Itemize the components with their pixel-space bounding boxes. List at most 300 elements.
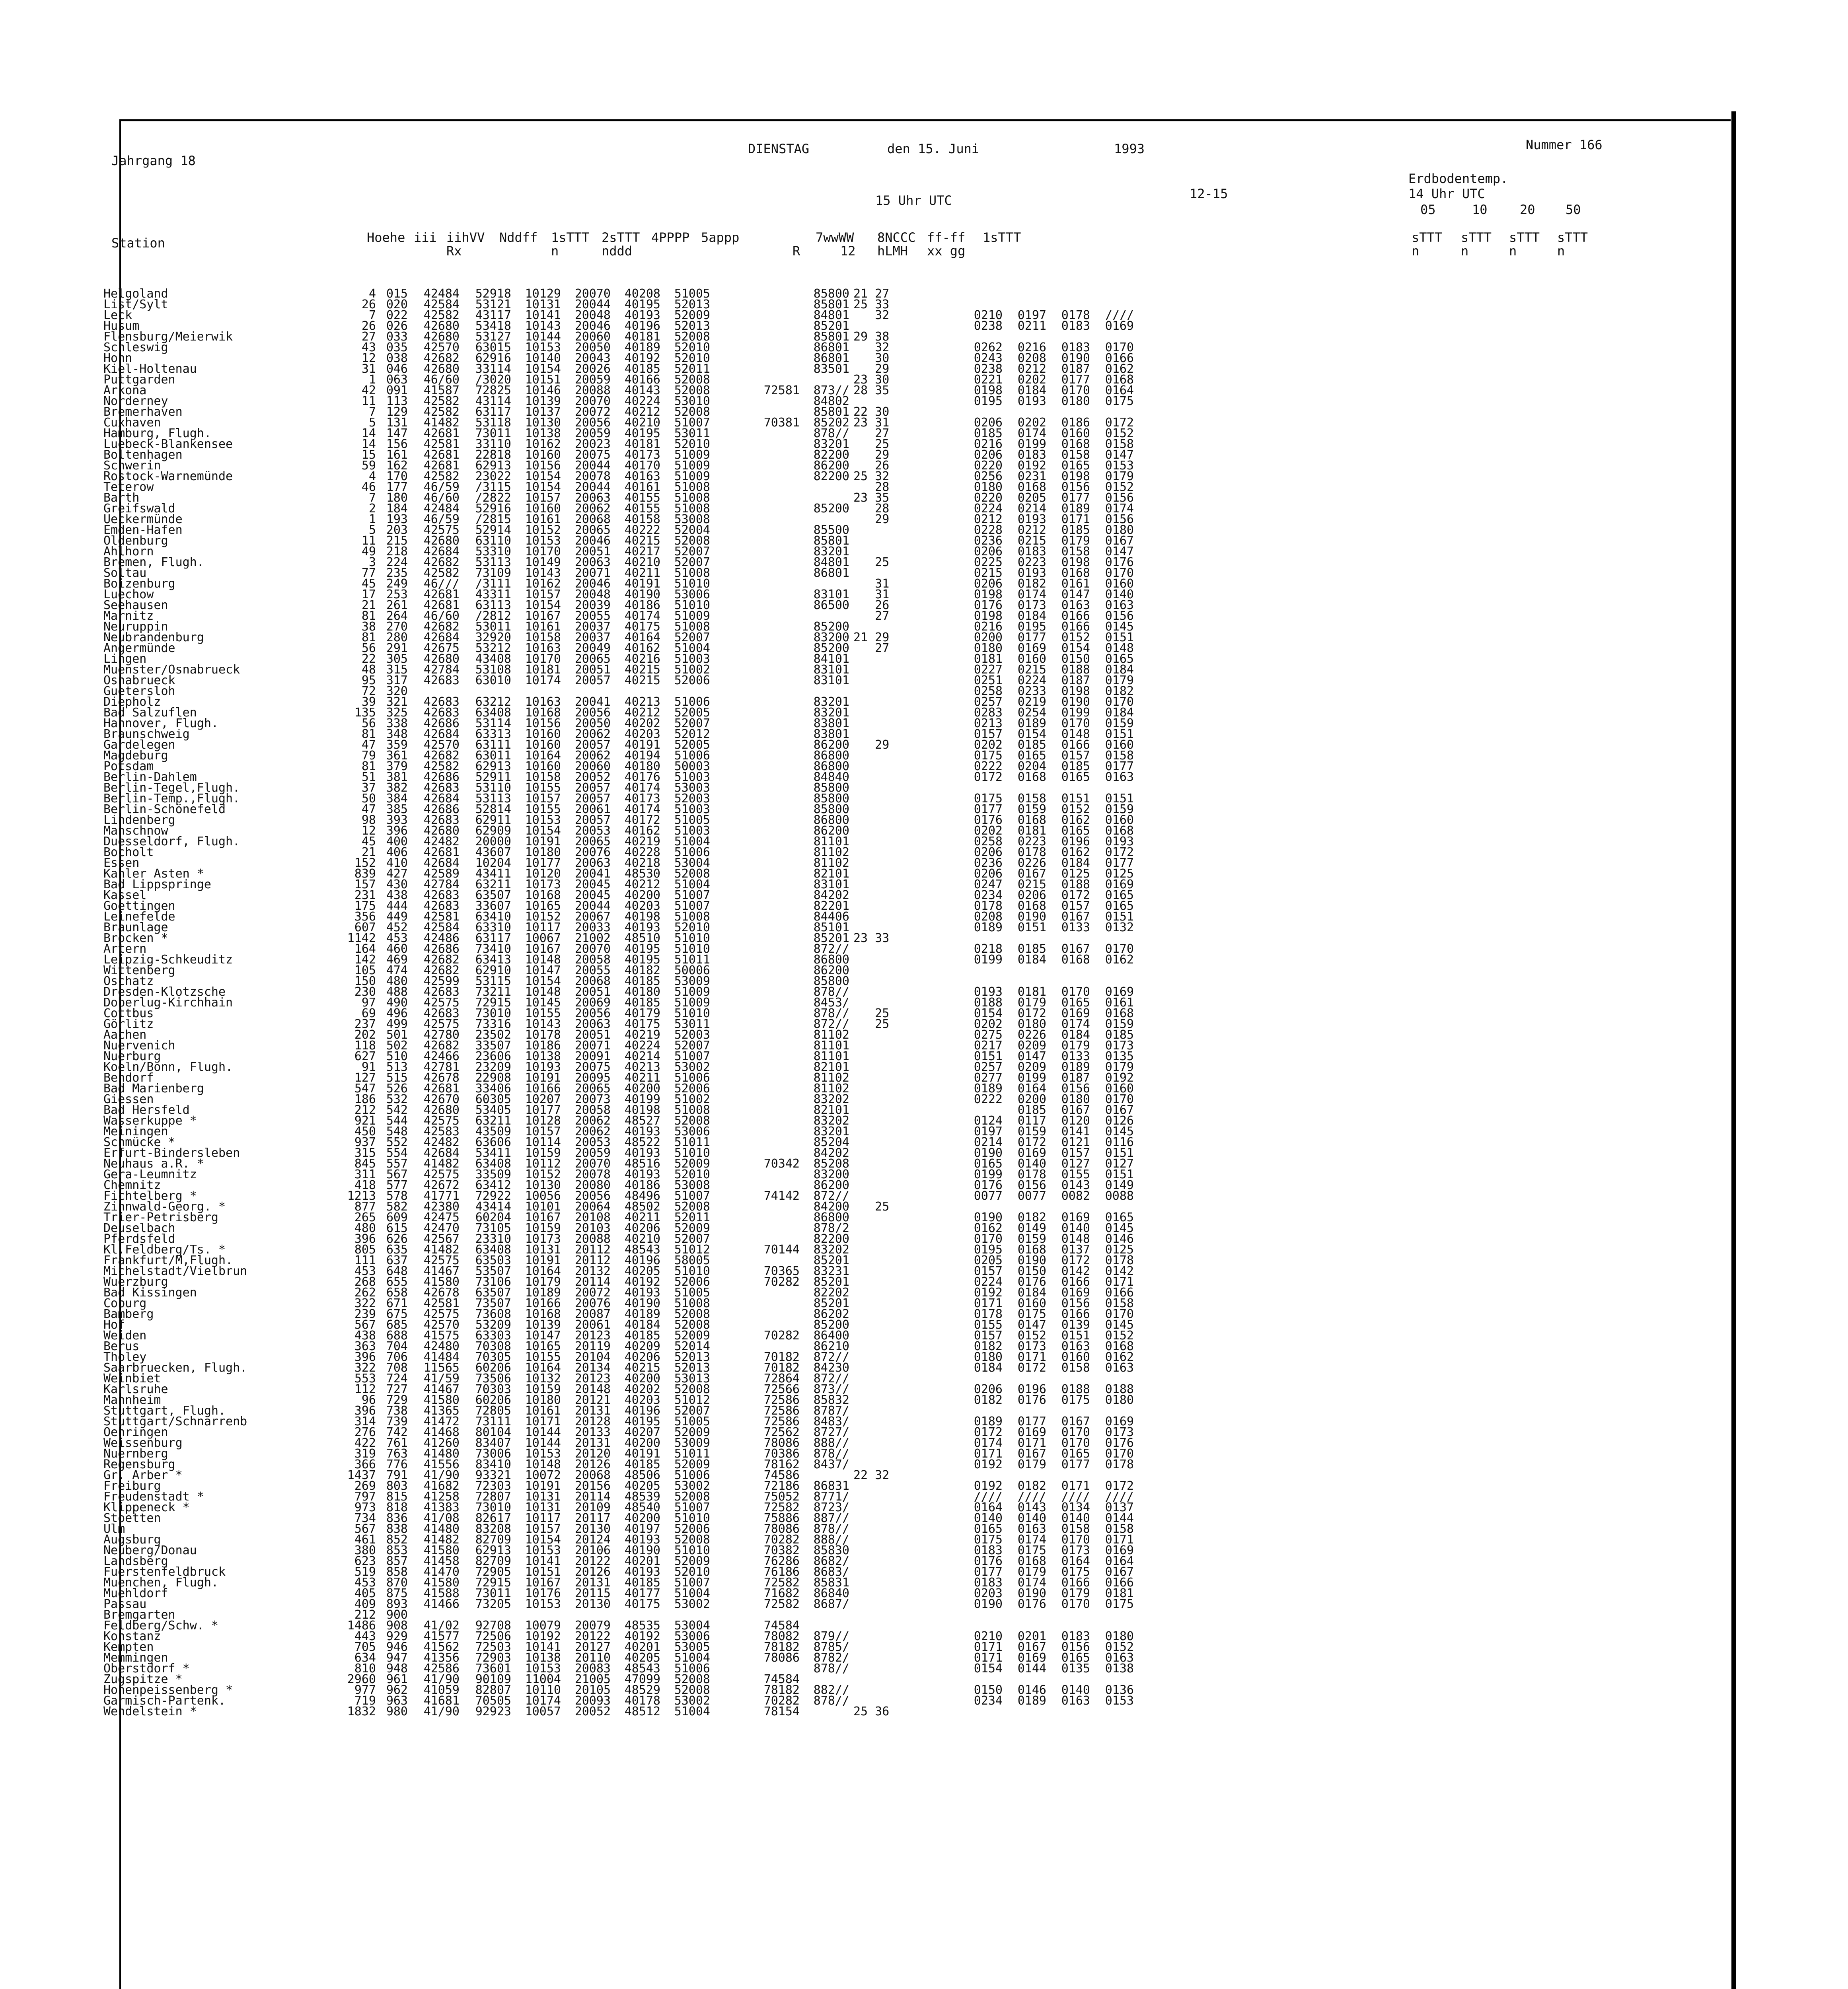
temp-1sttt: 10168 <box>525 1307 561 1321</box>
iii-value: 513 <box>386 1060 408 1074</box>
temp-1sttt: 10167 <box>525 1576 561 1590</box>
hoehe-value: 422 <box>354 1436 376 1450</box>
wind-ff-value: 25 <box>853 437 890 451</box>
soil-temp-value: 0126 <box>1105 1114 1134 1128</box>
nddff-value: /3111 <box>475 577 511 591</box>
nddff-value: 62916 <box>475 351 511 365</box>
temp-2sttt: 20062 <box>574 749 611 763</box>
nddff-value: 53115 <box>475 974 511 988</box>
iihvv-value: 42575 <box>423 1307 460 1321</box>
temp-2sttt: 20114 <box>574 1275 611 1289</box>
tendency-5appp: 51002 <box>674 1092 710 1106</box>
hoehe-value: 396 <box>354 1404 376 1418</box>
soil-temp-value: 0149 <box>1105 1178 1134 1192</box>
temp-1sttt: 10174 <box>525 1694 561 1708</box>
temp-1sttt: 10152 <box>525 1168 561 1181</box>
hoehe-value: 96 <box>361 1393 376 1407</box>
wind-ff-value: 29 <box>853 448 890 462</box>
iihvv-value: 42681 <box>423 426 460 440</box>
table-row <box>103 288 1134 299</box>
weather-7wwww: 72186 <box>763 1479 800 1493</box>
soil-temp-value: 0162 <box>1105 953 1134 967</box>
iihvv-value: 41356 <box>423 1651 460 1665</box>
tendency-5appp: 53009 <box>674 1436 710 1450</box>
cloud-8nccc: 83201 <box>813 437 849 451</box>
iii-value: 046 <box>386 362 408 376</box>
soil-temp-value: 0167 <box>1061 1415 1090 1428</box>
station-name: Frankfurt/M,Flugh. <box>103 1253 233 1267</box>
iihvv-value: 42682 <box>423 351 460 365</box>
station-name: Freiburg <box>103 1479 161 1493</box>
iii-value: 091 <box>386 383 408 397</box>
iii-value: 203 <box>386 523 408 537</box>
soil-temp-value: 0134 <box>1061 1501 1090 1514</box>
temp-1sttt: 10153 <box>525 1543 561 1557</box>
hoehe-value: 21 <box>361 845 376 859</box>
temp-1sttt: 10137 <box>525 405 561 419</box>
pressure-4pppp: 40193 <box>624 1146 660 1160</box>
pressure-4pppp: 40201 <box>624 1554 660 1568</box>
station-name: Meiningen <box>103 1125 168 1139</box>
weather-7wwww: 75052 <box>763 1490 800 1504</box>
tendency-5appp: 52010 <box>674 341 710 354</box>
iihvv-value: 42675 <box>423 641 460 655</box>
station-name: Doberlug-Kirchhain <box>103 996 233 1010</box>
iii-value: 430 <box>386 878 408 891</box>
station-name: Zinnwald-Georg. * <box>103 1200 226 1214</box>
iii-value: 291 <box>386 641 408 655</box>
cloud-8nccc: 82101 <box>813 1103 849 1117</box>
cloud-8nccc: 85200 <box>813 641 849 655</box>
iii-value: 264 <box>386 609 408 623</box>
iihvv-value: 42681 <box>423 459 460 473</box>
pressure-4pppp: 40198 <box>624 910 660 924</box>
soil-temp-value: 0283 <box>974 706 1003 720</box>
iii-value: 452 <box>386 921 408 934</box>
station-name: Bremen, Flugh. <box>103 555 204 569</box>
soil-temp-value: 0185 <box>1017 942 1046 956</box>
pressure-4pppp: 40181 <box>624 437 660 451</box>
iii-value: 033 <box>386 330 408 344</box>
tendency-5appp: 51011 <box>674 1447 710 1461</box>
cloud-8nccc: 872// <box>813 1189 849 1203</box>
temp-1sttt: 10166 <box>525 1082 561 1096</box>
nddff-value: 53127 <box>475 330 511 344</box>
soil-temp-value: 0158 <box>1017 792 1046 806</box>
station-name: Passau <box>103 1597 147 1611</box>
wind-ff-value: 27 <box>853 609 890 623</box>
temp-1sttt: 10164 <box>525 1264 561 1278</box>
temp-2sttt: 20123 <box>574 1372 611 1386</box>
soil-temp-value: 0217 <box>974 1039 1003 1053</box>
temp-1sttt: 10165 <box>525 899 561 913</box>
station-name: Norderney <box>103 394 168 408</box>
depth-10: 10 <box>1472 202 1488 217</box>
soil-temp-value: 0214 <box>1017 502 1046 516</box>
temp-1sttt: 10140 <box>525 351 561 365</box>
temp-1sttt: 10153 <box>525 341 561 354</box>
soil-temp-value: 0182 <box>1105 684 1134 698</box>
station-name: Berus <box>103 1339 140 1353</box>
soil-temp-value: 0151 <box>1105 1146 1134 1160</box>
nddff-value: 43311 <box>475 588 511 601</box>
col-rx: Rx <box>446 243 462 259</box>
soil-temp-value: 0143 <box>1061 1178 1090 1192</box>
station-name: Luechow <box>103 588 154 601</box>
temp-2sttt: 20083 <box>574 1662 611 1676</box>
iii-value: 626 <box>386 1232 408 1246</box>
iii-value: 761 <box>386 1436 408 1450</box>
soil-temp-value: 0177 <box>1061 1458 1090 1471</box>
soil-temp-value: 0238 <box>974 362 1003 376</box>
iii-value: 857 <box>386 1554 408 1568</box>
soil-temp-value: 0258 <box>974 684 1003 698</box>
temp-1sttt: 10167 <box>525 609 561 623</box>
soil-temp-value: 0175 <box>1105 1597 1134 1611</box>
cloud-8nccc: 85200 <box>813 1318 849 1332</box>
iii-value: 321 <box>386 695 408 709</box>
soil-temp-value: 0209 <box>1017 1039 1046 1053</box>
soil-temp-value: 0171 <box>974 1447 1003 1461</box>
soil-temp-value: 0238 <box>974 319 1003 333</box>
soil-temp-value: 0187 <box>1061 362 1090 376</box>
soil-temp-value: 0174 <box>1017 1576 1046 1590</box>
iihvv-value: 42684 <box>423 1146 460 1160</box>
nddff-value: 63211 <box>475 1114 511 1128</box>
iihvv-value: 42686 <box>423 770 460 784</box>
iii-value: 815 <box>386 1490 408 1504</box>
col-nddff: Nddff <box>499 230 538 245</box>
tendency-5appp: 51006 <box>674 695 710 709</box>
iii-value: 582 <box>386 1200 408 1214</box>
iihvv-value: 41681 <box>423 1694 460 1708</box>
temp-1sttt: 10157 <box>525 1522 561 1536</box>
cloud-8nccc: 86400 <box>813 1329 849 1343</box>
soil-temp-value: 0152 <box>1017 1329 1046 1343</box>
hoehe-value: 11 <box>361 394 376 408</box>
temp-1sttt: 10154 <box>525 480 561 494</box>
soil-temp-value: 0167 <box>1105 1103 1134 1117</box>
table-row <box>103 1395 1134 1405</box>
cloud-8nccc: 85832 <box>813 1393 849 1407</box>
iii-value: 557 <box>386 1157 408 1171</box>
iii-value: 552 <box>386 1135 408 1149</box>
nddff-value: 73506 <box>475 1372 511 1386</box>
soil-temp-value: 0162 <box>974 1221 1003 1235</box>
iihvv-value: 42683 <box>423 813 460 827</box>
temp-2sttt: 20070 <box>574 394 611 408</box>
soil-temp-value: 0167 <box>1017 1447 1046 1461</box>
temp-1sttt: 10154 <box>525 598 561 612</box>
temp-1sttt: 10139 <box>525 1318 561 1332</box>
tendency-5appp: 52008 <box>674 1683 710 1697</box>
soil-temp-value: 0182 <box>974 1339 1003 1353</box>
cloud-8nccc: 872// <box>813 1017 849 1031</box>
temp-1sttt: 10139 <box>525 394 561 408</box>
soil-temp-value: 0226 <box>1017 856 1046 870</box>
wind-ff-value: 23 30 <box>853 373 890 387</box>
soil-temp-value: 0231 <box>1017 469 1046 483</box>
iii-value: 658 <box>386 1286 408 1300</box>
soil-temp-value: 0151 <box>1105 631 1134 644</box>
soil-temp-value: 0176 <box>974 813 1003 827</box>
tendency-5appp: 51003 <box>674 770 710 784</box>
nddff-value: 63011 <box>475 749 511 763</box>
hoehe-value: 31 <box>361 362 376 376</box>
temp-2sttt: 20071 <box>574 1039 611 1053</box>
iihvv-value: 42683 <box>423 673 460 687</box>
temp-2sttt: 20112 <box>574 1253 611 1267</box>
temp-1sttt: 10158 <box>525 770 561 784</box>
tendency-5appp: 51007 <box>674 888 710 902</box>
iihvv-value: 42570 <box>423 1318 460 1332</box>
iihvv-value: 41480 <box>423 1447 460 1461</box>
station-name: Bremgarten <box>103 1608 175 1622</box>
soil-temp-value: 0158 <box>1105 1296 1134 1310</box>
nddff-value: 63212 <box>475 695 511 709</box>
iii-value: 858 <box>386 1565 408 1579</box>
soil-temp-value: 0082 <box>1061 1189 1090 1203</box>
iii-value: 962 <box>386 1683 408 1697</box>
cloud-8nccc: 84406 <box>813 910 849 924</box>
hoehe-value: 212 <box>354 1608 376 1622</box>
station-name: Potsdam <box>103 759 154 773</box>
station-name: Neuberg/Donau <box>103 1543 197 1557</box>
tendency-5appp: 51008 <box>674 910 710 924</box>
iihvv-value: 42680 <box>423 824 460 838</box>
temp-2sttt: 20126 <box>574 1458 611 1471</box>
soil-temp-value: 0145 <box>1105 620 1134 634</box>
soil-temp-value: 0167 <box>1061 910 1090 924</box>
iii-value: 379 <box>386 759 408 773</box>
soil-temp-value: 0165 <box>1017 749 1046 763</box>
cloud-8nccc: 879// <box>813 1629 849 1643</box>
pressure-4pppp: 40162 <box>624 641 660 655</box>
wind-ff-value: 31 <box>853 577 890 591</box>
soil-temp-value: 0165 <box>974 1157 1003 1171</box>
hoehe-value: 366 <box>354 1458 376 1471</box>
nddff-value: 73006 <box>475 1447 511 1461</box>
pressure-4pppp: 40164 <box>624 631 660 644</box>
temp-1sttt: 10177 <box>525 1103 561 1117</box>
iii-value: 325 <box>386 706 408 720</box>
temp-1sttt: 10141 <box>525 308 561 322</box>
iii-value: 488 <box>386 985 408 999</box>
tendency-5appp: 51006 <box>674 845 710 859</box>
iii-value: 946 <box>386 1640 408 1654</box>
soil-temp-value: //// <box>1105 308 1134 322</box>
iihvv-value: 42681 <box>423 598 460 612</box>
temp-1sttt: 10160 <box>525 727 561 741</box>
temp-1sttt: 10152 <box>525 910 561 924</box>
iii-value: 548 <box>386 1125 408 1139</box>
soil-temp-value: 0156 <box>1105 491 1134 505</box>
soil-temp-value: 0177 <box>1061 491 1090 505</box>
temp-2sttt: 20060 <box>574 759 611 773</box>
soil-temp-value: 0166 <box>1061 609 1090 623</box>
cloud-8nccc: 85204 <box>813 1135 849 1149</box>
hoehe-value: 480 <box>354 1221 376 1235</box>
hoehe-value: 157 <box>354 878 376 891</box>
nddff-value: 33509 <box>475 1168 511 1181</box>
cloud-8nccc: 86800 <box>813 759 849 773</box>
soil-temp-value: 0190 <box>974 1146 1003 1160</box>
soil-temp-value: 0163 <box>1105 1651 1134 1665</box>
hoehe-value: 443 <box>354 1629 376 1643</box>
nddff-value: 52918 <box>475 287 511 301</box>
hoehe-value: 5 <box>368 416 376 430</box>
iii-value: 929 <box>386 1629 408 1643</box>
soil-temp-value: 0177 <box>1017 1415 1046 1428</box>
tendency-5appp: 51005 <box>674 813 710 827</box>
hoehe-value: 239 <box>354 1307 376 1321</box>
iii-value: 609 <box>386 1211 408 1224</box>
hoehe-value: 705 <box>354 1640 376 1654</box>
cloud-8nccc: 85800 <box>813 802 849 816</box>
tendency-5appp: 51004 <box>674 641 710 655</box>
temp-2sttt: 20131 <box>574 1576 611 1590</box>
iihvv-value: 42582 <box>423 566 460 580</box>
nddff-value: 72922 <box>475 1189 511 1203</box>
station-name: Görlitz <box>103 1017 154 1031</box>
tendency-5appp: 53002 <box>674 1597 710 1611</box>
hoehe-value: 12 <box>361 351 376 365</box>
nddff-value: 72915 <box>475 1576 511 1590</box>
cloud-8nccc: 873// <box>813 383 849 397</box>
weather-7wwww: 72582 <box>763 1576 800 1590</box>
tendency-5appp: 53011 <box>674 426 710 440</box>
soil-temp-value: 0137 <box>1105 1501 1134 1514</box>
range-label: 12-15 <box>1190 186 1228 201</box>
temp-1sttt: 10157 <box>525 491 561 505</box>
soil-temp-value: 0233 <box>1017 684 1046 698</box>
weather-7wwww: 76286 <box>763 1554 800 1568</box>
hoehe-value: 56 <box>361 716 376 730</box>
soil-temp-value: 0147 <box>1017 1318 1046 1332</box>
station-name: Stoetten <box>103 1511 161 1525</box>
cloud-8nccc: 83200 <box>813 631 849 644</box>
iii-value: 515 <box>386 1071 408 1085</box>
hoehe-value: 269 <box>354 1479 376 1493</box>
hoehe-value: 26 <box>361 298 376 311</box>
iihvv-value: 42680 <box>423 362 460 376</box>
cloud-8nccc: 83801 <box>813 716 849 730</box>
soil-temp-value: 0234 <box>974 888 1003 902</box>
soil-temp-value: 0202 <box>1017 373 1046 387</box>
temp-1sttt: 10189 <box>525 1286 561 1300</box>
temp-2sttt: 20087 <box>574 1307 611 1321</box>
soil-temp-value: 0178 <box>974 899 1003 913</box>
pressure-4pppp: 40193 <box>624 1286 660 1300</box>
iihvv-value: 46/60 <box>423 609 460 623</box>
table-row <box>103 1459 1134 1470</box>
wind-ff-value: 21 29 <box>853 631 890 644</box>
station-name: Muenchen, Flugh. <box>103 1576 218 1590</box>
temp-1sttt: 10154 <box>525 362 561 376</box>
soil-temp-value: 0172 <box>1105 1479 1134 1493</box>
cloud-8nccc: 86801 <box>813 341 849 354</box>
soil-temp-value: 0165 <box>1105 899 1134 913</box>
soil-temp-value: 0163 <box>1061 598 1090 612</box>
nddff-value: 63410 <box>475 910 511 924</box>
cloud-8nccc: 8787/ <box>813 1404 849 1418</box>
col-e20-sttt: sTTT <box>1509 230 1540 245</box>
pressure-4pppp: 40189 <box>624 341 660 354</box>
soil-temp-value: 0158 <box>1105 437 1134 451</box>
iii-value: 261 <box>386 598 408 612</box>
iihvv-value: 42684 <box>423 727 460 741</box>
iihvv-value: 46/60 <box>423 373 460 387</box>
tendency-5appp: 51010 <box>674 1511 710 1525</box>
temp-2sttt: 20044 <box>574 298 611 311</box>
hoehe-value: 973 <box>354 1501 376 1514</box>
station-name: Marnitz <box>103 609 154 623</box>
hoehe-value: 43 <box>361 341 376 354</box>
temp-2sttt: 20131 <box>574 1404 611 1418</box>
hoehe-value: 7 <box>368 405 376 419</box>
temp-1sttt: 10144 <box>525 1425 561 1439</box>
soil-temp-value: 0164 <box>1105 1554 1134 1568</box>
temp-2sttt: 20050 <box>574 341 611 354</box>
iii-value: 791 <box>386 1468 408 1482</box>
temp-2sttt: 20095 <box>574 1071 611 1085</box>
tendency-5appp: 51009 <box>674 469 710 483</box>
temp-1sttt: 10192 <box>525 1629 561 1643</box>
soil-temp-value: 0135 <box>1105 1049 1134 1063</box>
temp-1sttt: 10131 <box>525 1490 561 1504</box>
tendency-5appp: 52009 <box>674 1554 710 1568</box>
soil-temp-value: 0167 <box>1017 867 1046 881</box>
soil-temp-value: 0176 <box>974 598 1003 612</box>
pressure-4pppp: 40186 <box>624 1178 660 1192</box>
soil-temp-value: 0176 <box>1017 1393 1046 1407</box>
pressure-4pppp: 40208 <box>624 287 660 301</box>
soil-temp-value: 0202 <box>974 1017 1003 1031</box>
soil-temp-value: //// <box>1105 1490 1134 1504</box>
tendency-5appp: 52014 <box>674 1339 710 1353</box>
soil-temp-value: 0168 <box>1017 899 1046 913</box>
temp-1sttt: 10179 <box>525 1275 561 1289</box>
station-name: Oehringen <box>103 1425 168 1439</box>
iii-value: 818 <box>386 1501 408 1514</box>
tendency-5appp: 53002 <box>674 1479 710 1493</box>
soil-temp-value: 0135 <box>1061 1662 1090 1676</box>
soil-temp-value: 0172 <box>1017 1135 1046 1149</box>
station-name: Chemnitz <box>103 1178 161 1192</box>
temp-1sttt: 10110 <box>525 1683 561 1697</box>
soil-temp-value: 0144 <box>1017 1662 1046 1676</box>
tendency-5appp: 53008 <box>674 512 710 526</box>
temp-1sttt: 10129 <box>525 287 561 301</box>
soil-temp-value: 0200 <box>1017 1092 1046 1106</box>
temp-1sttt: 10132 <box>525 1372 561 1386</box>
hoehe-value: 1437 <box>347 1468 376 1482</box>
iii-value: 635 <box>386 1243 408 1257</box>
soil-temp-value: 0139 <box>1061 1318 1090 1332</box>
soil-temp-value: 0152 <box>1105 480 1134 494</box>
iii-value: 724 <box>386 1372 408 1386</box>
soil-temp-value: 0157 <box>1061 749 1090 763</box>
temp-2sttt: 20122 <box>574 1629 611 1643</box>
soil-temp-value: 0179 <box>1017 1565 1046 1579</box>
iii-value: 384 <box>386 792 408 806</box>
soil-temp-value: 0189 <box>1061 502 1090 516</box>
pressure-4pppp: 40193 <box>624 1168 660 1181</box>
soil-temp-value: 0183 <box>974 1576 1003 1590</box>
temp-1sttt: 10144 <box>525 330 561 344</box>
soil-temp-value: 0162 <box>1105 1350 1134 1364</box>
nddff-value: 63303 <box>475 1329 511 1343</box>
